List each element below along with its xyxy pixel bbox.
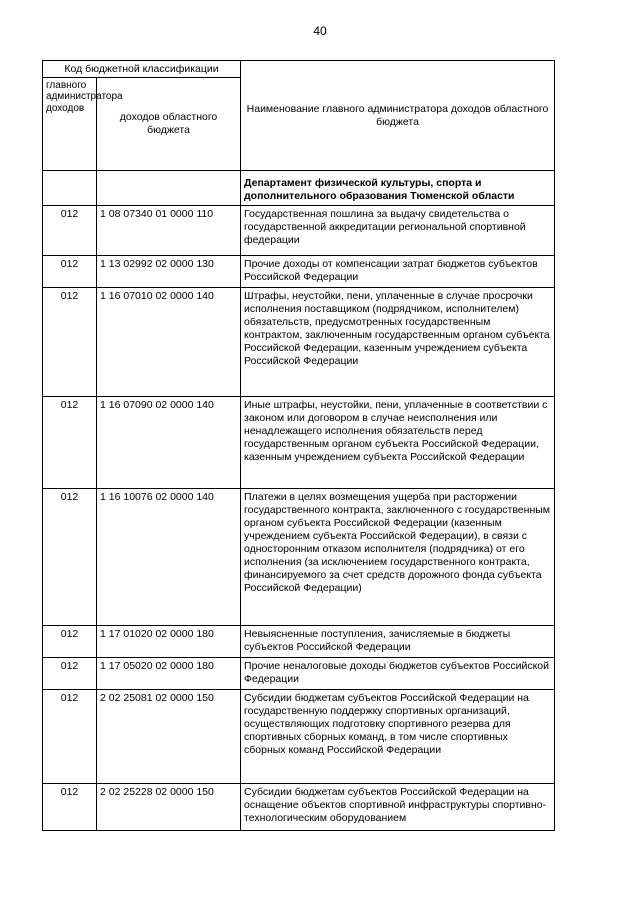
income-name-cell: Субсидии бюджетам субъектов Российской Федерации на оснащение объектов спортивной инфраструктуры спортивно-технологическим оборудованием (241, 784, 555, 831)
income-name-cell: Иные штрафы, неустойки, пени, уплаченные в соответствии с законом или договором в случае неисполнения или ненадлежащего исполнения обязательств перед государственным органом субъекта Российской Федерации, казенным учреждением субъекта Российской Федерации (241, 397, 555, 489)
income-code-cell: 2 02 25228 02 0000 150 (97, 784, 241, 831)
income-name-cell: Субсидии бюджетам субъектов Российской Федерации на государственную поддержку спортивных организаций, осуществляющих подготовку спортивного резерва для спортивных сборных команд, в том числе спортивных сборных команд Российской Федерации (241, 690, 555, 784)
header-regional-income: доходов областного бюджета (97, 78, 241, 171)
income-name-cell: Платежи в целях возмещения ущерба при расторжении государственного контракта, заключенного с государственным органом субъекта Российской Федерации (казенным учреждением субъекта Российской Федерации), в связи с односторонним отказом исполнителя (подрядчика) от его исполнения (за исключением государственного контракта, финансируемого за счет средств дорожного фонда субъекта Российской Федерации) (241, 489, 555, 626)
income-code-cell: 1 17 01020 02 0000 180 (97, 626, 241, 658)
income-name-cell: Прочие доходы от компенсации затрат бюджетов субъектов Российской Федерации (241, 256, 555, 288)
admin-code-cell: 012 (43, 397, 97, 489)
table-row (43, 489, 555, 626)
table-row (43, 784, 555, 831)
admin-code-cell: 012 (43, 626, 97, 658)
income-name-cell: Штрафы, неустойки, пени, уплаченные в случае просрочки исполнения поставщиком (подрядчиком, исполнителем) обязательств, предусмотренных государственным контрактом, заключенным государственным органом субъекта Российской Федерации, казенным учреждением субъекта Российской Федерации (241, 288, 555, 397)
table-row (43, 256, 555, 288)
header-budget-code-group: Код бюджетной классификации (43, 61, 241, 78)
page-number: 40 (313, 24, 327, 38)
header-main-administrator: главного администратора доходов (43, 78, 97, 171)
income-code-cell: 1 16 07090 02 0000 140 (97, 397, 241, 489)
income-code-cell: 1 17 05020 02 0000 180 (97, 658, 241, 690)
admin-code-cell: 012 (43, 784, 97, 831)
income-name-cell: Прочие неналоговые доходы бюджетов субъектов Российской Федерации (241, 658, 555, 690)
admin-code-cell: 012 (43, 489, 97, 626)
department-admin-cell (43, 171, 97, 206)
table-row (43, 658, 555, 690)
department-row (43, 171, 555, 206)
income-code-cell: 1 13 02992 02 0000 130 (97, 256, 241, 288)
table-row (43, 690, 555, 784)
department-name: Департамент физической культуры, спорта и дополнительного образования Тюменской области (241, 171, 555, 206)
income-name-cell: Государственная пошлина за выдачу свидетельства о государственной аккредитации региональной спортивной федерации (241, 206, 555, 256)
admin-code-cell: 012 (43, 206, 97, 256)
admin-code-cell: 012 (43, 256, 97, 288)
table-row (43, 626, 555, 658)
income-code-cell: 1 16 10076 02 0000 140 (97, 489, 241, 626)
table-row (43, 206, 555, 256)
budget-classification-table (42, 60, 555, 831)
income-code-cell: 2 02 25081 02 0000 150 (97, 690, 241, 784)
admin-code-cell: 012 (43, 288, 97, 397)
department-code-cell (97, 171, 241, 206)
income-code-cell: 1 08 07340 01 0000 110 (97, 206, 241, 256)
table-row (43, 288, 555, 397)
admin-code-cell: 012 (43, 658, 97, 690)
income-code-cell: 1 16 07010 02 0000 140 (97, 288, 241, 397)
header-administrator-name: Наименование главного администратора доходов областного бюджета (241, 61, 555, 171)
header-row-group (43, 61, 555, 78)
admin-code-cell: 012 (43, 690, 97, 784)
table-row (43, 397, 555, 489)
income-name-cell: Невыясненные поступления, зачисляемые в бюджеты субъектов Российской Федерации (241, 626, 555, 658)
